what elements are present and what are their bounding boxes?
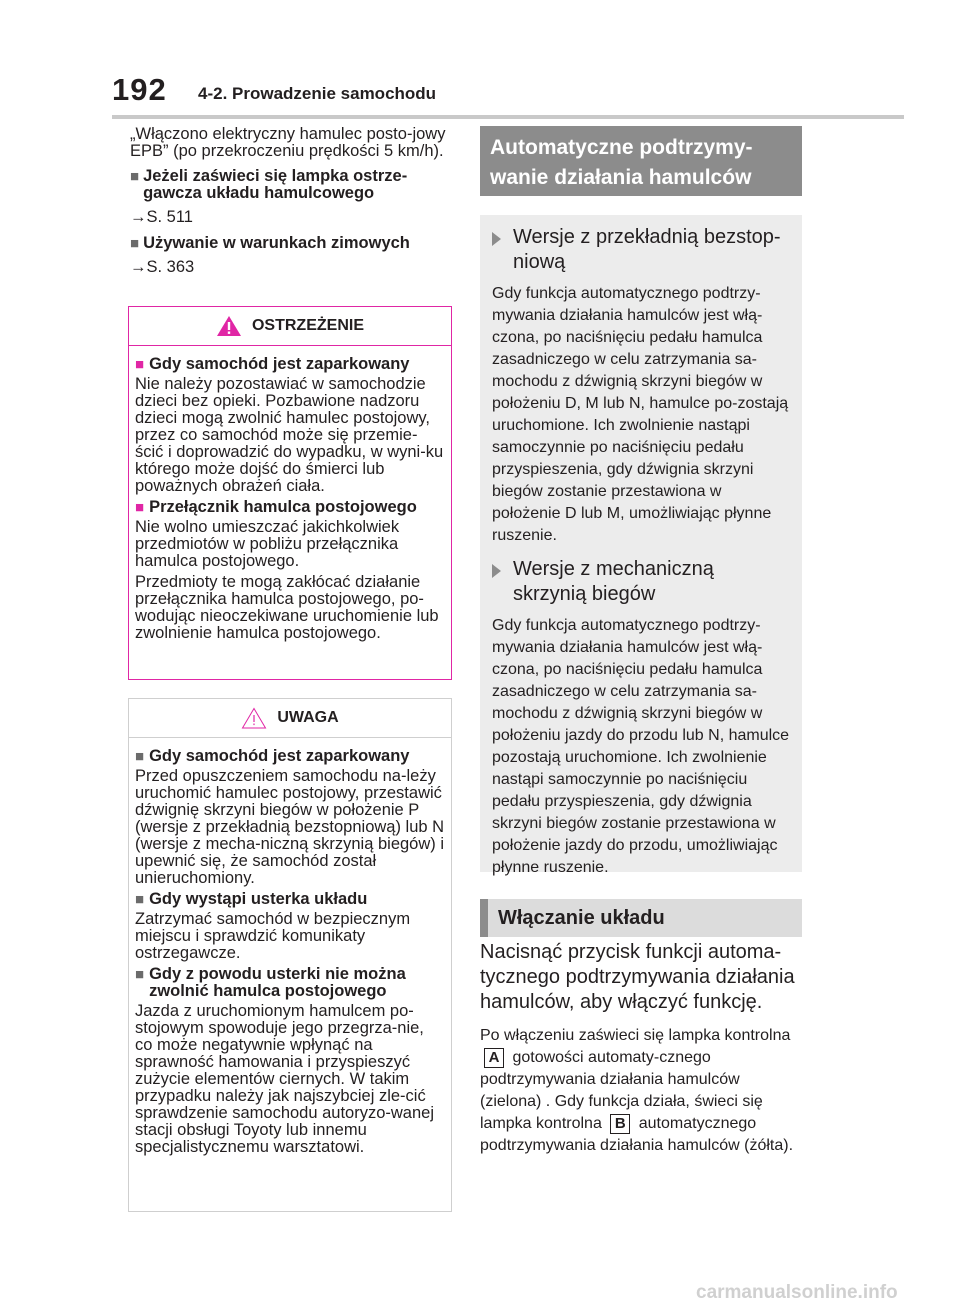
heading-text: Przełącznik hamulca postojowego bbox=[149, 498, 417, 516]
version-heading bbox=[492, 225, 790, 275]
detail-text: Po włączeniu zaświeci się lampka kontrolna bbox=[480, 1027, 791, 1044]
page-header bbox=[0, 0, 960, 120]
header-rule bbox=[112, 115, 904, 119]
heading-text: Gdy z powodu usterki nie można zwolnić hamulca postojowego bbox=[149, 965, 406, 1000]
versions-panel bbox=[480, 215, 802, 876]
caution-text: Jazda z uruchomionym hamulcem po-stojowym spowoduje jego przegrza-nie, co może negatywnie wpłynąć na sprawność hamowania i przyspieszyć zużycie elementów ciernych. W takim przypadku należy jak najszybciej zle-cić sprawdzenie samochodu autoryzo-wanej stacji obsługi Toyoty lub innemu specjalistycznemu warsztatowi. bbox=[135, 1002, 434, 1156]
bullet-square-icon: ■ bbox=[130, 235, 140, 252]
warning-heading bbox=[135, 356, 445, 373]
section-banner: Automatyczne podtrzymy-wanie działania hamulców bbox=[480, 126, 802, 196]
bullet-square-icon: ■ bbox=[135, 748, 145, 765]
watermark: carmanualsonline.info bbox=[696, 1282, 898, 1303]
bullet-square-icon: ■ bbox=[135, 356, 145, 373]
detail-text: gotowości automaty-cznego podtrzymywania działania hamulców (zielona) . Gdy funkcja działa, świeci się lampka kontrolna bbox=[480, 1049, 763, 1132]
left-column bbox=[130, 126, 452, 285]
bullet-square-icon: ■ bbox=[135, 891, 145, 908]
bullet-square-icon: ■ bbox=[130, 168, 140, 185]
section-heading bbox=[130, 168, 452, 202]
heading-text: Gdy samochód jest zaparkowany bbox=[149, 747, 410, 765]
caution-heading bbox=[135, 891, 445, 908]
enable-heading bbox=[480, 899, 802, 937]
page-number: 192 bbox=[112, 72, 167, 107]
caution-text: Zatrzymać samochód w bezpiecznym miejscu i sprawdzić komunikaty ostrzegawcze. bbox=[135, 910, 411, 962]
warning-title: OSTRZEŻENIE bbox=[251, 317, 364, 334]
enable-section bbox=[480, 940, 802, 1157]
warning-header bbox=[129, 307, 451, 346]
heading-text: Gdy wystąpi usterka układu bbox=[149, 890, 368, 908]
heading-accent-bar bbox=[480, 899, 488, 937]
caution-heading bbox=[135, 966, 445, 1000]
triangle-bullet-icon bbox=[492, 564, 501, 578]
caution-box bbox=[128, 698, 452, 1212]
page-reference[interactable]: →S. 511 bbox=[130, 208, 193, 226]
page-reference[interactable]: →S. 363 bbox=[130, 258, 195, 276]
version-title: Wersje z przekładnią bezstop-niową bbox=[513, 226, 781, 273]
version-title: Wersje z mechaniczną skrzynią biegów bbox=[513, 558, 714, 605]
chapter-title: 4-2. Prowadzenie samochodu bbox=[198, 84, 437, 103]
bullet-square-icon: ■ bbox=[135, 966, 145, 983]
indicator-b-badge: B bbox=[610, 1114, 630, 1134]
section-title: Używanie w warunkach zimowych bbox=[143, 234, 410, 252]
enable-lead: Nacisnąć przycisk funkcji automa-tycznego podtrzymywania działania hamulców, aby włączyć funkcję. bbox=[480, 941, 795, 1013]
enable-title: Włączanie układu bbox=[498, 907, 665, 929]
heading-text: Gdy samochód jest zaparkowany bbox=[149, 355, 410, 373]
section-heading bbox=[130, 235, 452, 252]
warning-text: Nie wolno umieszczać jakichkolwiek przedmiotów w pobliżu przełącznika hamulca postojowego. bbox=[135, 518, 400, 570]
warning-text: Nie należy pozostawiać w samochodzie dzieci bez opieki. Pozbawione nadzoru dzieci mogą zwolnić hamulec postojowy, przez co samochód może się przemie-ścić i doprowadzić do wypadku, w wyni-ku którego może dojść do śmierci lub poważnych obrażeń ciała. bbox=[135, 375, 444, 495]
warning-text: Przedmioty te mogą zakłócać działanie przełącznika hamulca postojowego, po-wodując nieoczekiwane uruchomienie lub zwolnienie hamulca postojowego. bbox=[135, 573, 439, 642]
caution-heading bbox=[135, 748, 445, 765]
section-title: Jeżeli zaświeci się lampka ostrze-gawcza układu hamulcowego bbox=[143, 167, 408, 202]
caution-title: UWAGA bbox=[277, 709, 339, 726]
warning-box bbox=[128, 306, 452, 680]
warning-heading bbox=[135, 499, 445, 516]
caution-triangle-icon bbox=[241, 707, 267, 729]
warning-triangle-icon bbox=[216, 315, 242, 337]
bullet-square-icon: ■ bbox=[135, 499, 145, 516]
indicator-a-badge: A bbox=[484, 1048, 504, 1068]
version-text: Gdy funkcja automatycznego podtrzy-mywania działania hamulców jest włą-czona, po naciśnięciu pedału hamulca zasadniczego w celu zatrzymania sa-mochodu z dźwignią skrzyni biegów w położeniu jazdy do przodu lub N, hamulce pozostają uruchomione. Ich zwolnienie nastąpi samoczynnie po naciśnięciu pedału przyspieszenia, gdy dźwignia skrzyni biegów zostanie przestawiona w położenie jazdy do przodu, umożliwiając płynne ruszenie. bbox=[492, 617, 790, 876]
intro-text: „Włączono elektryczny hamulec posto-jowy EPB” (po przekroczeniu prędkości 5 km/h). bbox=[130, 125, 446, 160]
caution-text: Przed opuszczeniem samochodu na-leży uruchomić hamulec postojowy, przestawić dźwignię skrzyni biegów w położenie P (wersje z przekładnią bezstopniową) lub N (wersje z mecha-niczną skrzynią biegów) i upewnić się, że samochód został unieruchomiony. bbox=[135, 767, 445, 887]
detail-text: automatycznego podtrzymywania działania hamulców (żółta). bbox=[480, 1115, 794, 1154]
enable-detail bbox=[480, 1025, 802, 1157]
caution-header bbox=[129, 699, 451, 738]
triangle-bullet-icon bbox=[492, 232, 501, 246]
version-heading bbox=[492, 557, 790, 607]
version-text: Gdy funkcja automatycznego podtrzy-mywania działania hamulców jest włą-czona, po naciśnięciu pedału hamulca zasadniczego w celu zatrzymania sa-mochodu z dźwignią skrzyni biegów w położeniu D, M lub N, hamulce po-zostają uruchomione. Ich zwolnienie nastąpi samoczynnie po naciśnięciu pedału przyspieszenia, gdy dźwignia skrzyni biegów zostanie przestawiona w położenie D lub M, umożliwiając płynne ruszenie. bbox=[492, 285, 789, 544]
